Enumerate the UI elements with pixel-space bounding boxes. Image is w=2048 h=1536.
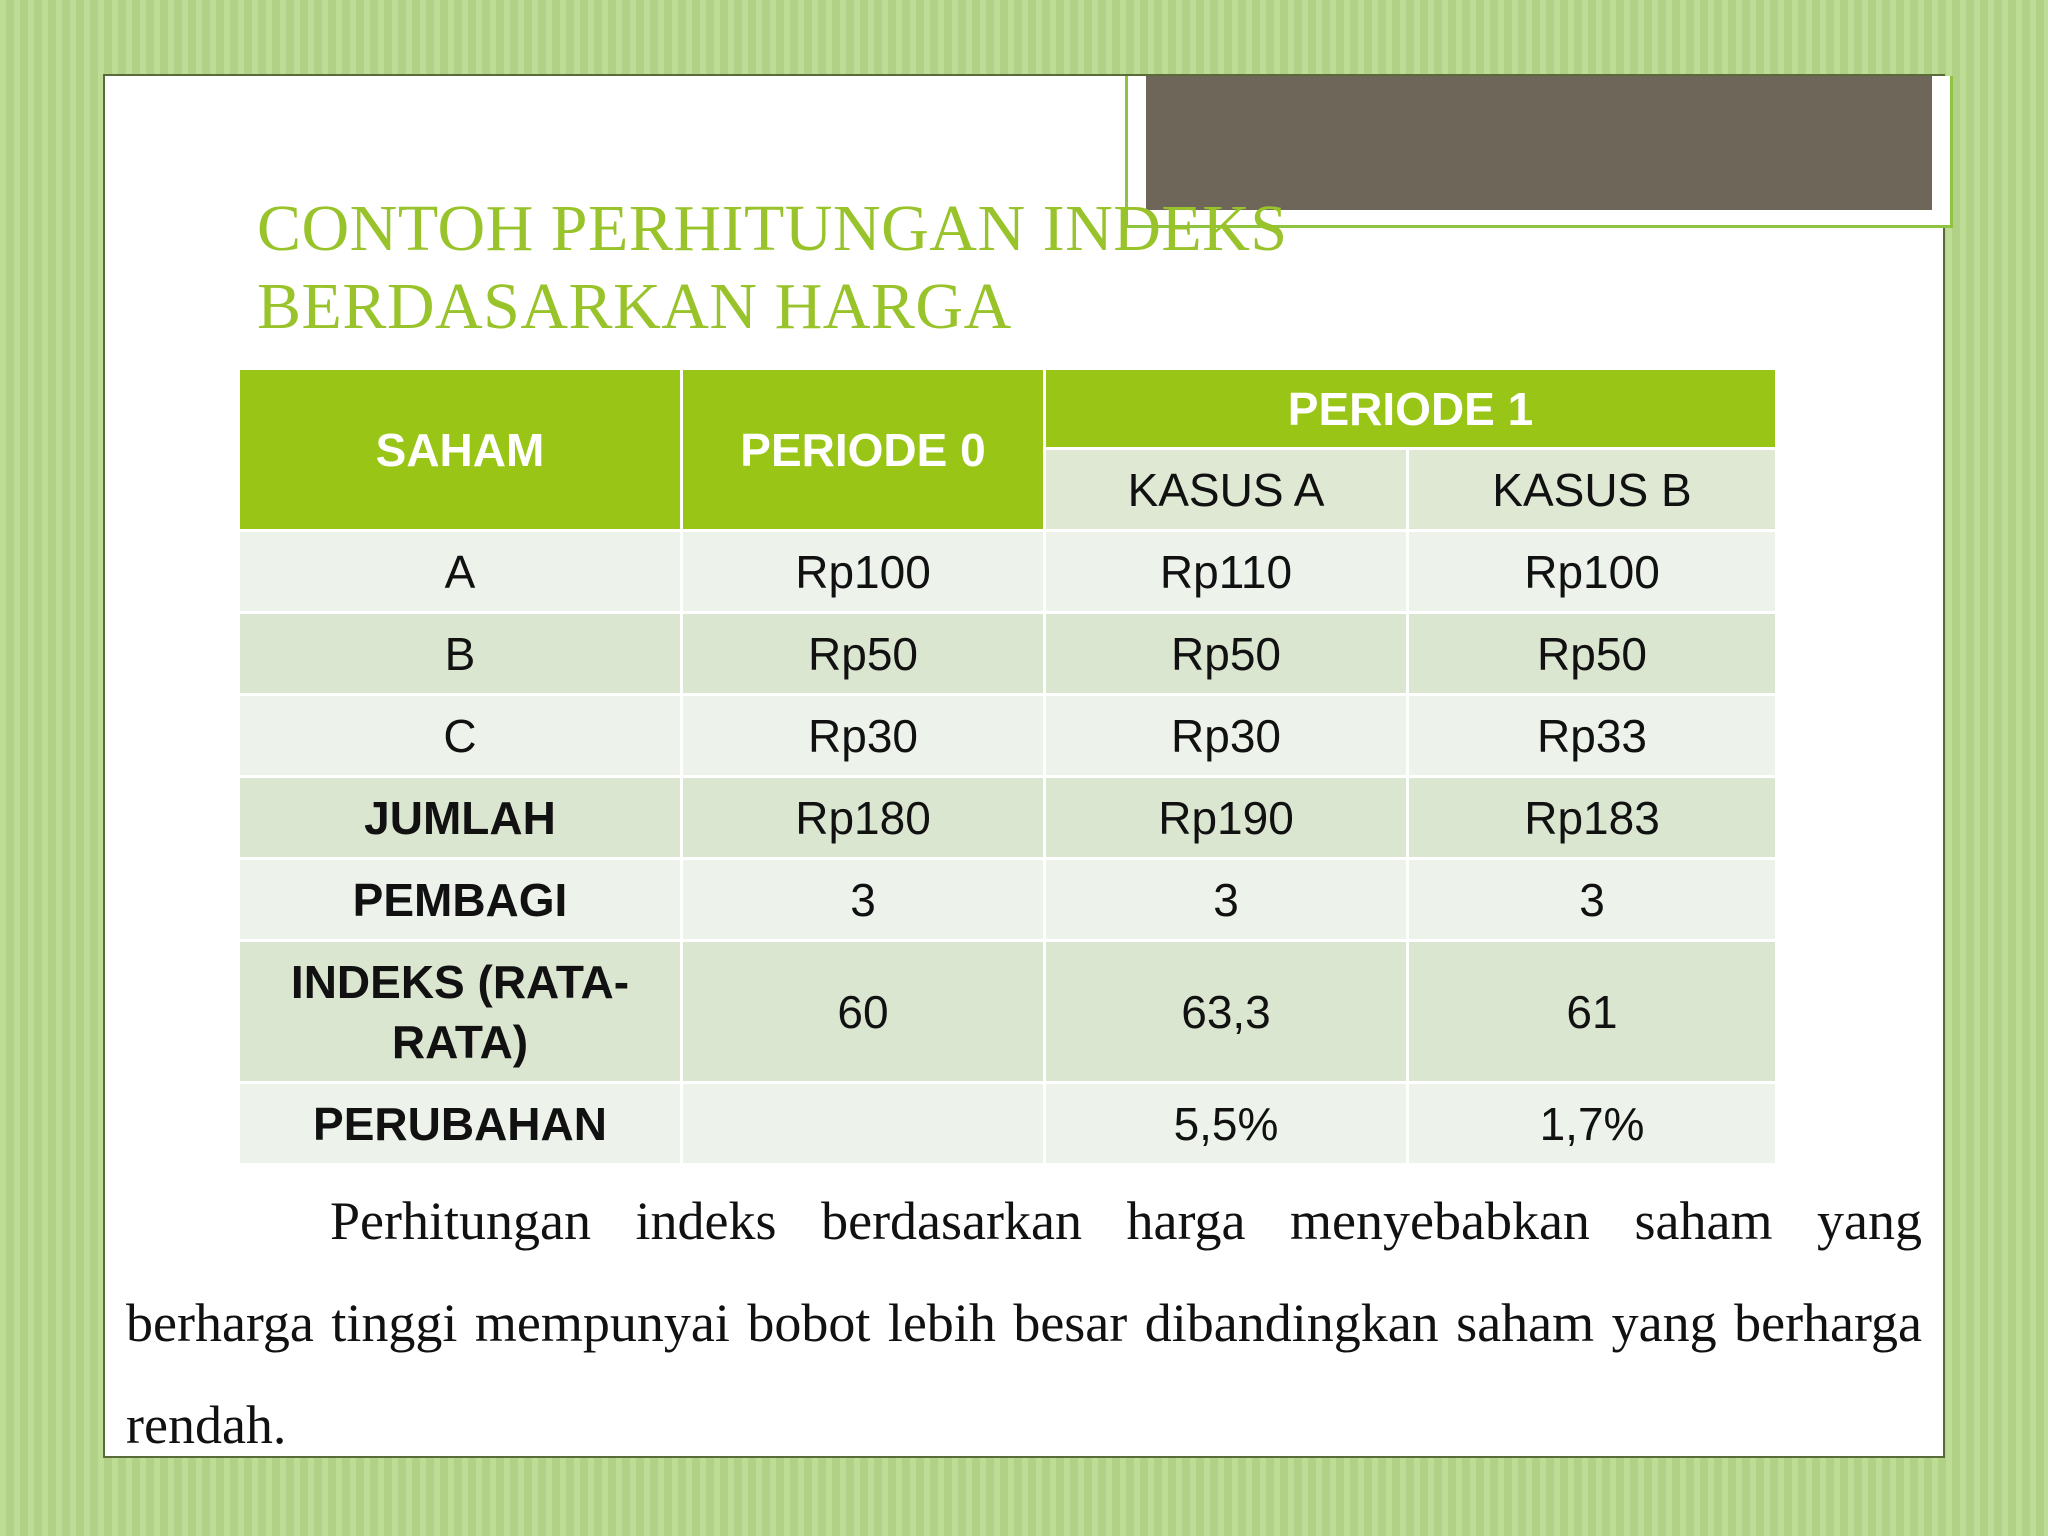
header-kasus-b: KASUS B: [1408, 449, 1777, 531]
slide-title-line1: CONTOH PERHITUNGAN INDEKS: [257, 192, 1288, 265]
cell-kasus-a: Rp50: [1045, 613, 1408, 695]
price-index-table: [237, 367, 1778, 1166]
row-label: A: [239, 531, 682, 613]
explanation-paragraph: Perhitungan indeks berdasarkan harga menyebabkan saham yang berharga tinggi mempunyai bobot lebih besar dibandingkan saham yang berharga rendah.: [126, 1191, 1922, 1455]
cell-kasus-b: Rp100: [1408, 531, 1777, 613]
slide-title-line2: BERDASARKAN HARGA: [257, 270, 1012, 343]
cell-kasus-b: Rp183: [1408, 777, 1777, 859]
cell-kasus-b: 61: [1408, 941, 1777, 1083]
header-periode-1: PERIODE 1: [1045, 369, 1777, 449]
cell-periode-0: 3: [682, 859, 1045, 941]
cell-periode-0: Rp30: [682, 695, 1045, 777]
cell-periode-0: Rp50: [682, 613, 1045, 695]
cell-kasus-a: Rp110: [1045, 531, 1408, 613]
cell-kasus-a: 3: [1045, 859, 1408, 941]
cell-kasus-b: 3: [1408, 859, 1777, 941]
row-label: INDEKS (RATA-RATA): [239, 941, 682, 1083]
cell-periode-0: Rp180: [682, 777, 1045, 859]
cell-periode-0: [682, 1083, 1045, 1165]
table-row: [239, 531, 1777, 613]
cell-periode-0: 60: [682, 941, 1045, 1083]
row-label: JUMLAH: [239, 777, 682, 859]
table-row: [239, 941, 1777, 1083]
cell-kasus-a: 63,3: [1045, 941, 1408, 1083]
row-label: C: [239, 695, 682, 777]
row-label: PEMBAGI: [239, 859, 682, 941]
table-row: [239, 1083, 1777, 1165]
header-saham: SAHAM: [239, 369, 682, 531]
cell-kasus-a: 5,5%: [1045, 1083, 1408, 1165]
cell-kasus-b: Rp50: [1408, 613, 1777, 695]
table-row: [239, 613, 1777, 695]
table-row: [239, 695, 1777, 777]
header-kasus-a: KASUS A: [1045, 449, 1408, 531]
slide-title: [257, 190, 1657, 346]
cell-kasus-a: Rp190: [1045, 777, 1408, 859]
row-label: B: [239, 613, 682, 695]
cell-periode-0: Rp100: [682, 531, 1045, 613]
row-label: PERUBAHAN: [239, 1083, 682, 1165]
header-periode-0: PERIODE 0: [682, 369, 1045, 531]
table-row: [239, 859, 1777, 941]
table-row: [239, 777, 1777, 859]
cell-kasus-b: Rp33: [1408, 695, 1777, 777]
cell-kasus-b: 1,7%: [1408, 1083, 1777, 1165]
cell-kasus-a: Rp30: [1045, 695, 1408, 777]
